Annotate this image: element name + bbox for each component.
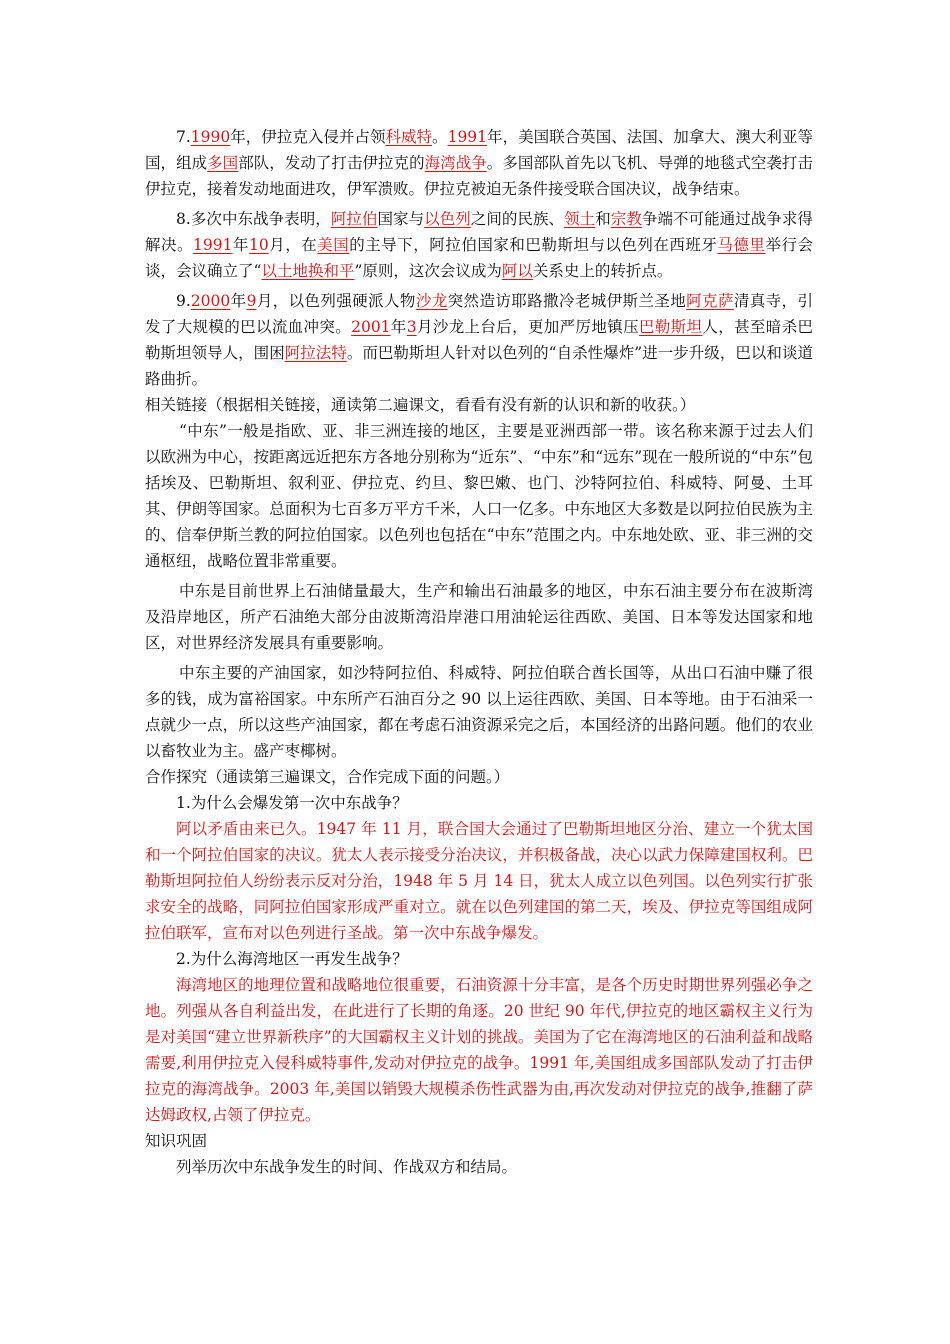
related-paragraph-1: “中东”一般是指欧、亚、非三洲连接的地区，主要是亚洲西部一带。该名称来源于过去人们以欧洲为中心，按距离远近把东方各地分别称为“近东”、“中东”和“远东”现在一般所说的“中东”包括埃及、巴勒斯坦、叙利亚、伊拉克、约旦、黎巴嫩、也门、沙特阿拉伯、科威特、阿曼、土耳其、伊朗等国家。总面积为七百多万平方千米，人口一亿多。中东地区大多数是以阿拉伯民族为主的、信奉伊斯兰教的阿拉伯国家。以色列也包括在“中东”范围之内。中东地处欧、亚、非三洲的交通枢纽，战略位置非常重要。 [145, 422, 813, 570]
document-content [145, 124, 813, 1180]
coop-question-1: 1.为什么会爆发第一次中东战争？ [176, 794, 408, 812]
answer-blank: 宗教 [610, 210, 642, 228]
text-run: 和 [595, 210, 611, 228]
item-number: 8. [176, 210, 191, 228]
item-number: 9. [176, 292, 191, 310]
answer-blank: 海湾战争 [424, 154, 487, 172]
answer-blank: 以色列 [424, 210, 471, 228]
text-run: 之间的民族、 [470, 210, 565, 228]
answer-blank: 科威特 [385, 128, 433, 146]
answer-blank: 美国 [317, 236, 350, 254]
text-run: ”原则，这次会议成为 [354, 262, 502, 280]
answer-blank: 3 [406, 318, 417, 336]
answer-blank: 阿以 [501, 262, 533, 280]
coop-question-2: 2.为什么海湾地区一再发生战争？ [176, 950, 408, 968]
answer-blank: 2000 [190, 292, 231, 310]
text-run: 多次中东战争表明， [190, 210, 331, 228]
answer-blank: 1991 [447, 128, 488, 146]
text-run: 年，美国联合英国、法国、加拿大、澳大利亚等国，组成 [145, 128, 813, 172]
text-run: 的主导下，阿拉伯国家和巴勒斯坦与以色列在西班牙 [349, 236, 718, 254]
answer-blank: 领土 [564, 210, 596, 228]
answer-blank: 沙龙 [415, 292, 448, 310]
item-number: 7. [176, 128, 191, 146]
review-heading: 知识巩固 [145, 1132, 208, 1150]
text-run: 。多国部队首先以飞机、导弹的地毯式空袭打击伊拉克，接着发动地面进攻，伊军溃败。伊拉克被迫无条件接受联合国决议，战争结束。 [145, 154, 813, 198]
answer-blank: 10 [249, 236, 269, 254]
answer-blank: 阿克萨 [686, 292, 734, 310]
answer-blank: 1991 [193, 236, 233, 254]
text-run: 。而巴勒斯坦人针对以色列的“自杀性爆炸”进一步升级，巴以和谈道路曲折。 [145, 344, 813, 388]
answer-blank: 阿拉伯 [330, 210, 378, 228]
item-8 [145, 206, 813, 284]
text-run: 月，在 [268, 236, 318, 254]
text-run: 国家与 [377, 210, 425, 228]
text-run: 年 [232, 236, 249, 254]
answer-blank: 9 [246, 292, 257, 310]
text-run: 。 [432, 128, 448, 146]
answer-blank: 马德里 [717, 236, 766, 254]
text-run: 清真寺，引发了大规模的巴以流血冲突。 [145, 292, 813, 336]
review-task: 列举历次中东战争发生的时间、作战双方和结局。 [176, 1158, 518, 1176]
answer-blank: 阿拉法特 [284, 344, 347, 362]
text-run: 月，以色列强硬派人物 [256, 292, 416, 310]
text-run: 举行会谈，会议确立了“ [145, 236, 813, 280]
related-paragraph-2: 中东是目前世界上石油储量最大，生产和输出石油最多的地区，中东石油主要分布在波斯湾及沿岸地区，所产石油绝大部分由波斯湾沿岸港口用油轮运往西欧、美国、日本等发达国家和地区，对世界经济发展具有重要影响。 [145, 582, 813, 652]
answer-blank: 以土地换和平 [261, 262, 355, 280]
answer-blank: 1990 [190, 128, 231, 146]
text-run: 年 [390, 318, 407, 336]
answer-blank: 巴勒斯坦 [638, 318, 703, 336]
text-run: 争端不可能通过战争求得解决。 [145, 210, 813, 254]
text-run: 部队，发动了打击伊拉克的 [238, 154, 425, 172]
text-run: 年，伊拉克入侵并占领 [230, 128, 386, 146]
text-run: 人，甚至暗杀巴勒斯坦领导人，围困 [145, 318, 813, 362]
coop-answer-1: 阿以矛盾由来已久。1947 年 11 月，联合国大会通过了巴勒斯坦地区分治、建立一个犹太国和一个阿拉伯国家的决议。犹太人表示接受分治决议，并积极备战，决心以武力保障建国权利。巴勒斯坦阿拉伯人纷纷表示反对分治，1948 年 5 月 14 日，犹太人成立以色列国。以色列实行扩张求安全的战略，同阿拉伯国家形成严重对立。就在以色列建国的第二天，埃及、伊拉克等国组成阿拉伯联军，宣布对以色列进行圣战。第一次中东战争爆发。 [145, 820, 813, 942]
related-heading: 相关链接（根据相关链接，通读第二遍课文，看看有没有新的认识和新的收获。） [145, 396, 696, 414]
item-7 [145, 124, 813, 202]
item-9 [145, 288, 813, 392]
text-run: 突然造访耶路撒冷老城伊斯兰圣地 [447, 292, 687, 310]
answer-blank: 2001 [351, 318, 391, 336]
text-run: 月沙龙上台后，更加严厉地镇压 [416, 318, 639, 336]
coop-heading: 合作探究（通读第三遍课文，合作完成下面的问题。） [145, 768, 510, 786]
text-run: 年 [230, 292, 247, 310]
answer-blank: 多国 [207, 154, 239, 172]
text-run: 关系史上的转折点。 [532, 262, 673, 280]
related-paragraph-3: 中东主要的产油国家，如沙特阿拉伯、科威特、阿拉伯联合酋长国等，从出口石油中赚了很多的钱，成为富裕国家。中东所产石油百分之 90 以上运往西欧、美国、日本等地。由于石油采一点就少一点，所以这些产油国家，都在考虑石油资源采完之后，本国经济的出路问题。他们的农业以畜牧业为主。盛产枣椰树。 [145, 664, 813, 760]
coop-answer-2: 海湾地区的地理位置和战略地位很重要，石油资源十分丰富，是各个历史时期世界列强必争之地。列强从各自利益出发，在此进行了长期的角逐。20 世纪 90 年代,伊拉克的地区霸权主义行为是对美国“建立世界新秩序”的大国霸权主义计划的挑战。美国为了它在海湾地区的石油利益和战略需要,利用伊拉克入侵科威特事件,发动对伊拉克的战争。1991 年,美国组成多国部队发动了打击伊拉克的海湾战争。2003 年,美国以销毁大规模杀伤性武器为由,再次发动对伊拉克的战争,推翻了萨达姆政权,占领了伊拉克。 [145, 976, 813, 1124]
